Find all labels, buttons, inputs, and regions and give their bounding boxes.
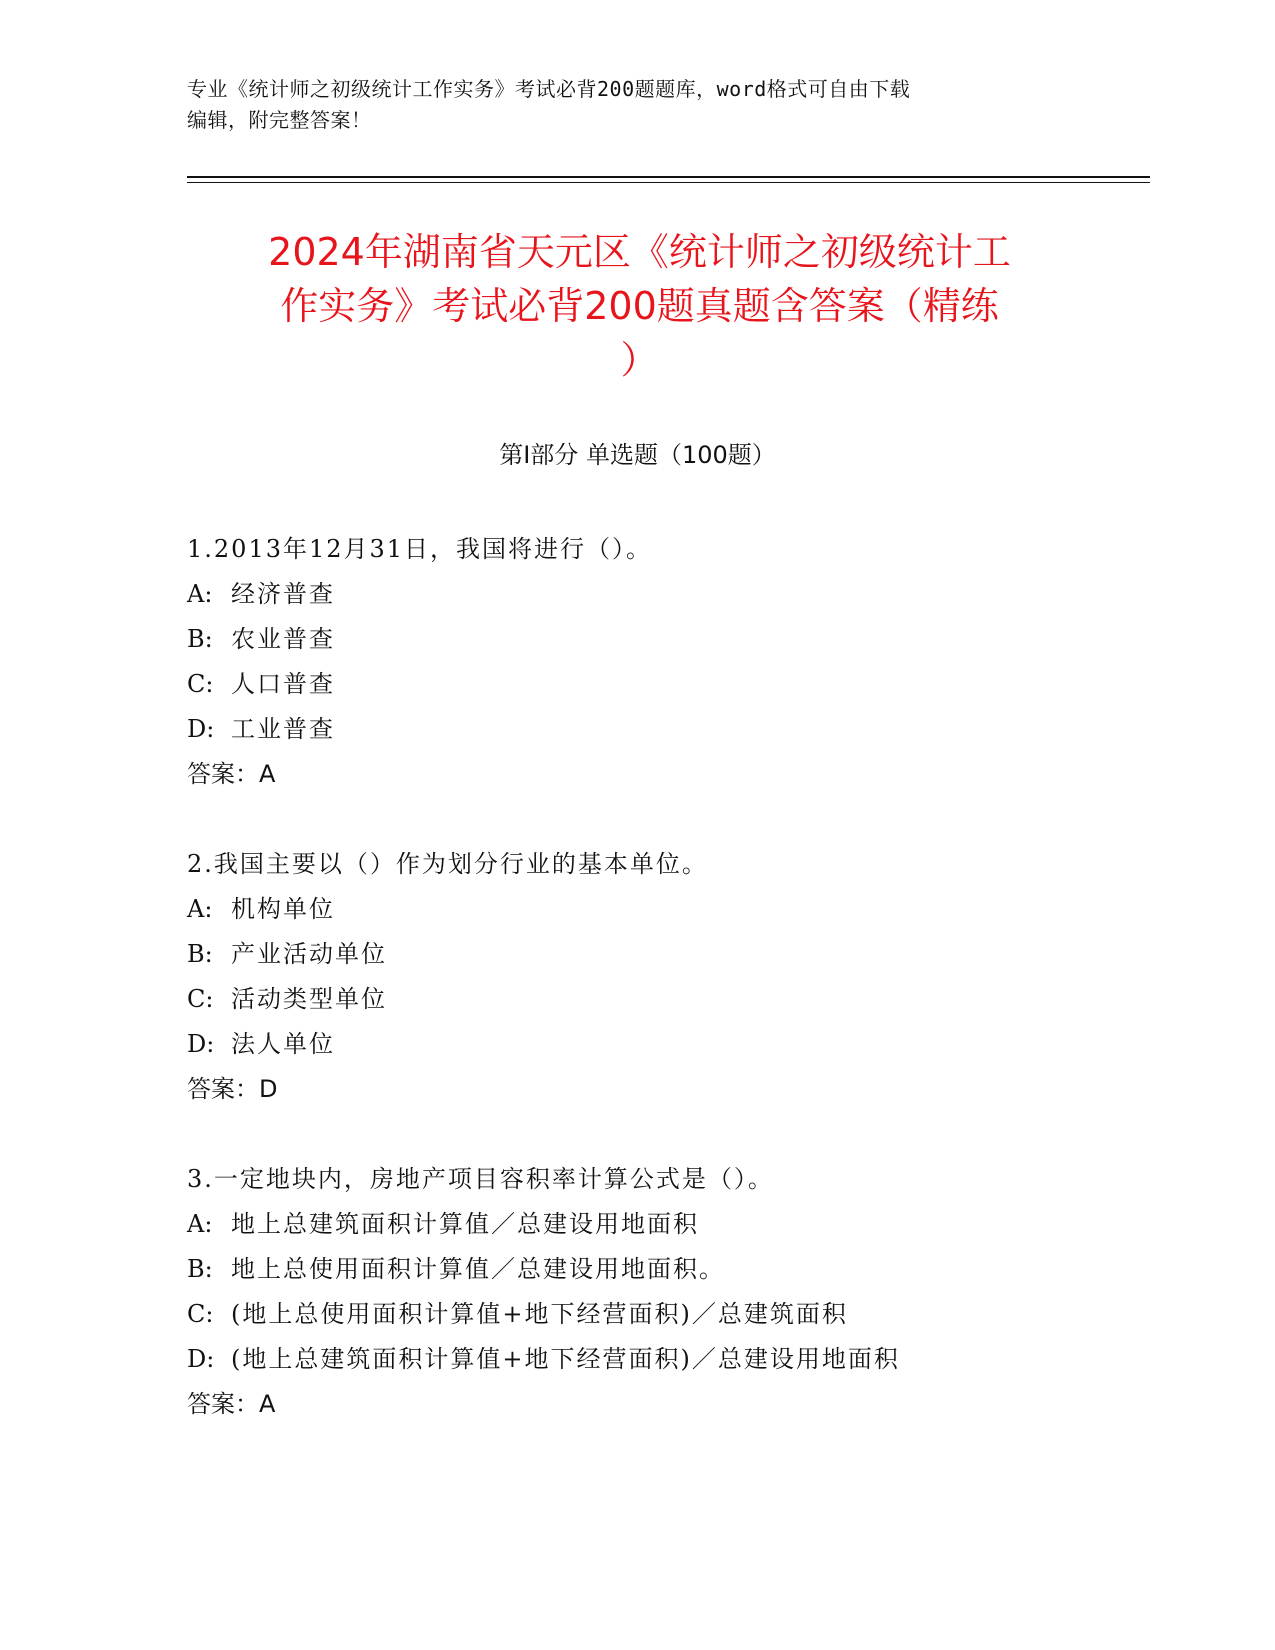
option-text: 地上总建筑面积计算值／总建设用地面积	[231, 1210, 699, 1238]
answer: 答案：D	[187, 1075, 278, 1103]
option-d	[187, 707, 1137, 752]
title-line-2: 作实务》考试必背200题真题含答案（精练	[280, 284, 999, 328]
header-rule-thick	[187, 176, 1150, 178]
option-d	[187, 1022, 1137, 1067]
header-note-line-2: 编辑，附完整答案！	[187, 108, 372, 132]
option-b	[187, 1247, 1137, 1292]
option-c	[187, 662, 1137, 707]
header-rule-thin	[187, 182, 1150, 183]
question-stem: 3.一定地块内，房地产项目容积率计算公式是（）。	[187, 1165, 774, 1193]
option-text: 法人单位	[231, 1030, 335, 1058]
question-2	[187, 842, 1137, 1112]
option-letter: B:	[187, 625, 213, 653]
option-letter: D:	[187, 715, 215, 743]
question-3	[187, 1157, 1137, 1427]
header-note	[187, 74, 1087, 136]
option-letter: C:	[187, 670, 214, 698]
option-letter: A:	[187, 580, 213, 608]
option-d	[187, 1337, 1137, 1382]
question-list	[187, 527, 1137, 1472]
option-text: 活动类型单位	[231, 985, 387, 1013]
header-note-line-1: 专业《统计师之初级统计工作实务》考试必背200题题库，word格式可自由下载	[187, 77, 911, 101]
option-c	[187, 977, 1137, 1022]
option-text: 机构单位	[231, 895, 335, 923]
option-text: 农业普查	[231, 625, 335, 653]
option-c	[187, 1292, 1137, 1337]
option-text: 经济普查	[231, 580, 335, 608]
document-title	[187, 225, 1092, 387]
title-line-3: ）	[620, 338, 659, 382]
title-line-1: 2024年湖南省天元区《统计师之初级统计工	[268, 230, 1011, 274]
question-stem: 1.2013年12月31日，我国将进行（）。	[187, 535, 653, 563]
option-letter: D:	[187, 1345, 215, 1373]
answer: 答案：A	[187, 1390, 276, 1418]
section-heading: 第Ⅰ部分 单选题（100题）	[499, 441, 776, 469]
option-letter: C:	[187, 1300, 214, 1328]
option-text: (地上总使用面积计算值+地下经营面积)／总建筑面积	[231, 1300, 848, 1328]
option-letter: A:	[187, 1210, 213, 1238]
option-letter: B:	[187, 940, 213, 968]
option-a	[187, 887, 1137, 932]
option-text: 地上总使用面积计算值／总建设用地面积。	[231, 1255, 725, 1283]
answer: 答案：A	[187, 760, 276, 788]
option-letter: A:	[187, 895, 213, 923]
question-stem: 2.我国主要以（）作为划分行业的基本单位。	[187, 850, 708, 878]
option-letter: C:	[187, 985, 214, 1013]
option-text: 人口普查	[231, 670, 335, 698]
option-b	[187, 617, 1137, 662]
option-a	[187, 1202, 1137, 1247]
option-a	[187, 572, 1137, 617]
option-text: 工业普查	[231, 715, 335, 743]
option-b	[187, 932, 1137, 977]
option-text: 产业活动单位	[231, 940, 387, 968]
option-text: (地上总建筑面积计算值+地下经营面积)／总建设用地面积	[231, 1345, 900, 1373]
option-letter: B:	[187, 1255, 213, 1283]
option-letter: D:	[187, 1030, 215, 1058]
question-1	[187, 527, 1137, 797]
